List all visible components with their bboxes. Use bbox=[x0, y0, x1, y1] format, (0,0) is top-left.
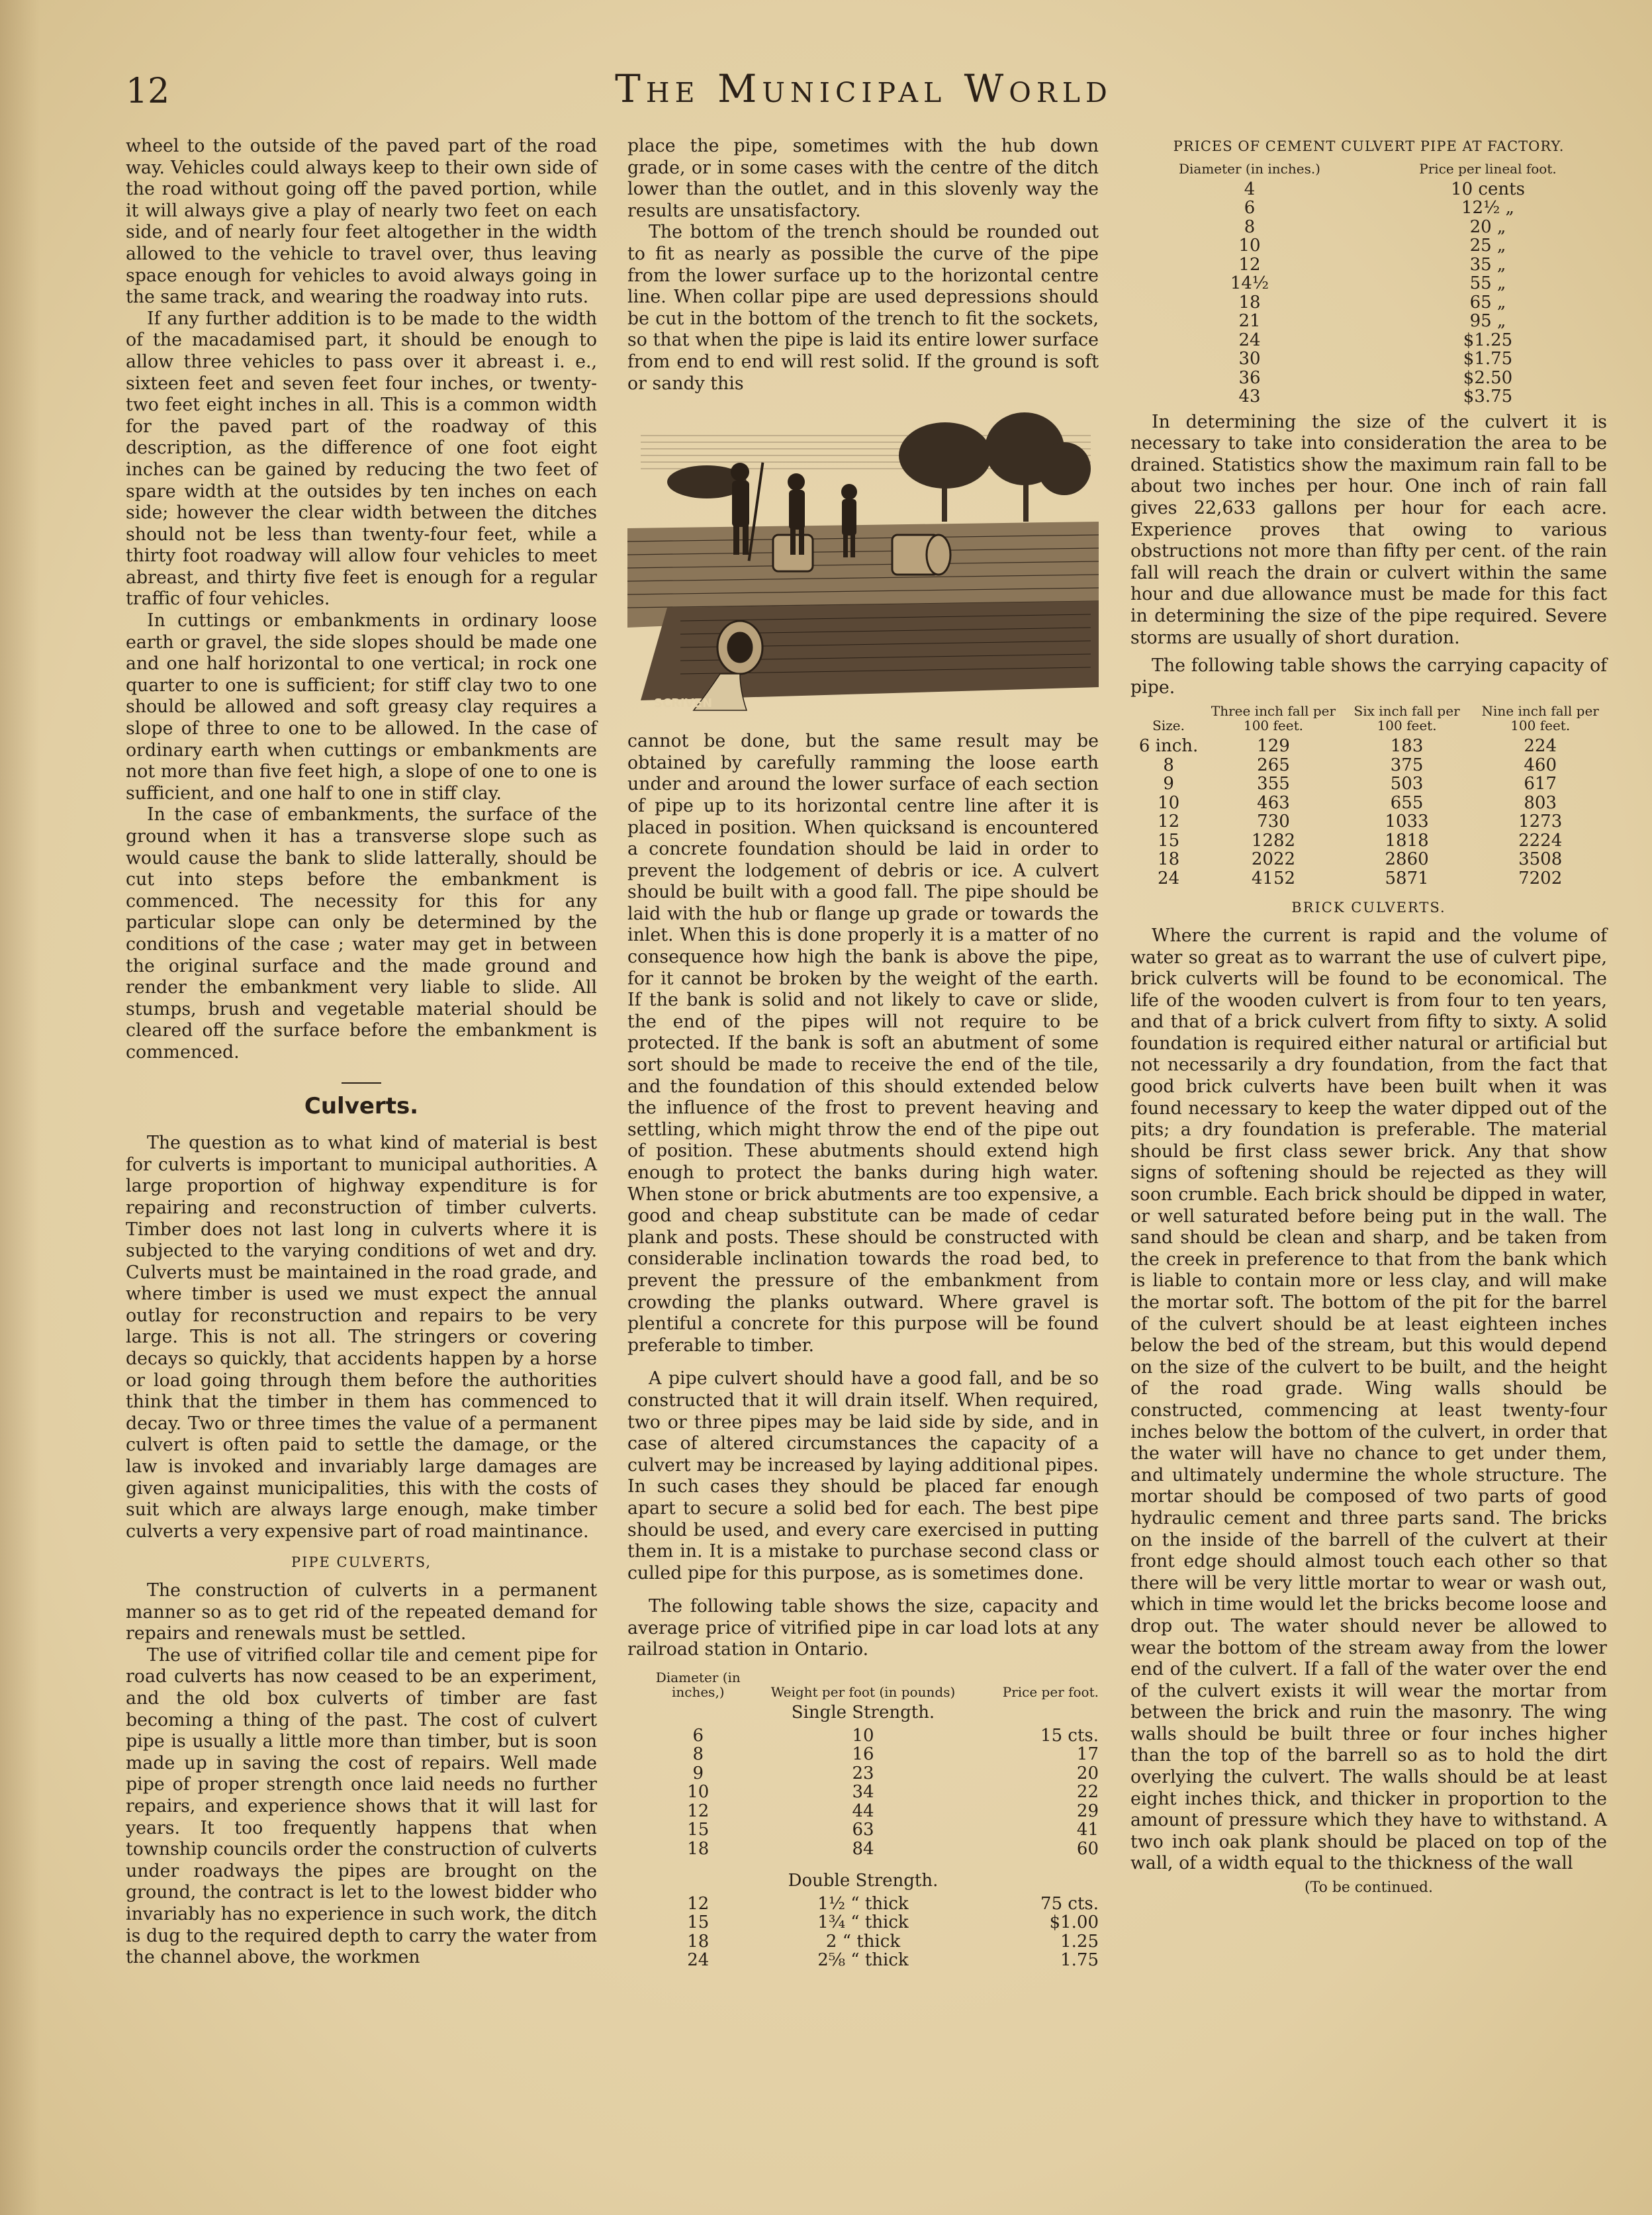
carrying-capacity-table bbox=[1130, 704, 1607, 888]
table-cell: 4 bbox=[1244, 179, 1256, 199]
table-cell: 35 „ bbox=[1469, 254, 1506, 275]
paragraph: The bottom of the trench should be rounded out to fit as nearly as possible the curve of the pipe from the lower surface up to the horizontal centre line. When collar pipe are used depressions should be cut in the bottom of the trench to fit the sockets, so that when the pipe is laid its entire lower surface from end to end will rest solid. If the ground is soft or sandy this bbox=[627, 222, 1099, 394]
table-header: Diameter (in inches.) bbox=[1178, 160, 1320, 177]
table-cell: 23 bbox=[852, 1763, 874, 1783]
table-cell: 25 „ bbox=[1469, 236, 1506, 256]
table-row bbox=[1130, 180, 1607, 199]
subheading: BRICK CULVERTS. bbox=[1291, 900, 1446, 916]
table-cell: 10 bbox=[1238, 236, 1261, 256]
table-row bbox=[1130, 369, 1607, 388]
continued-note: (To be continued. bbox=[1305, 1879, 1433, 1897]
paragraph: wheel to the outside of the paved part of the road way. Vehicles could always keep to their own side of the road without going off the paved portion, while it will always give a play of nearly two feet on each side, and of nearly four feet altogether in the width allowed to the vehicle to travel over, thus leaving space enough for vehicles to avoid always going in the same track, and wearing the roadway into ruts. bbox=[126, 136, 597, 308]
section-rule bbox=[342, 1082, 381, 1084]
table-cell: 8 bbox=[1163, 755, 1174, 775]
table-cell: 1033 bbox=[1385, 812, 1429, 832]
table-cell: 3508 bbox=[1518, 849, 1563, 870]
table-row bbox=[1130, 350, 1607, 369]
table-cell: 6 bbox=[692, 1725, 704, 1746]
table-row bbox=[1130, 737, 1607, 756]
binding-shadow bbox=[0, 0, 40, 2215]
table-cell: 18 bbox=[1238, 292, 1261, 312]
subheading: PIPE CULVERTS, bbox=[291, 1554, 432, 1571]
table-cell: 1273 bbox=[1518, 812, 1563, 832]
table-cell: 24 bbox=[1238, 330, 1261, 350]
table-cell: 129 bbox=[1257, 736, 1290, 757]
table-row bbox=[1130, 256, 1607, 275]
table-header: Six inch fall per 100 feet. bbox=[1354, 703, 1460, 734]
engraver-signature: SCRIVEN bbox=[654, 696, 713, 711]
table-cell: 36 bbox=[1238, 367, 1261, 388]
table-row bbox=[1130, 756, 1607, 775]
single-strength-rows bbox=[627, 1726, 1099, 1859]
table-cell: 503 bbox=[1390, 774, 1424, 794]
table-cell: 15 bbox=[687, 1912, 710, 1933]
table-cell: 375 bbox=[1390, 755, 1424, 775]
table-subheading: Double Strength. bbox=[788, 1871, 939, 1891]
table-cell: 12 bbox=[1158, 812, 1180, 832]
table-header: Size. bbox=[1152, 718, 1185, 734]
table-cell: 21 bbox=[1238, 311, 1261, 332]
table-cell: 16 bbox=[852, 1744, 874, 1765]
table-cell: 63 bbox=[852, 1820, 874, 1840]
table-row bbox=[627, 1895, 1099, 1914]
table-row bbox=[1130, 274, 1607, 293]
cement-price-rows bbox=[1130, 180, 1607, 406]
section-heading: Culverts. bbox=[304, 1092, 419, 1119]
paragraph: place the pipe, sometimes with the hub down grade, or in some cases with the centre of the ditch lower than the outlet, and in this slovenly way the results are unsatisfactory. bbox=[627, 136, 1099, 221]
table-row bbox=[1130, 218, 1607, 237]
cement-pipe-price-table bbox=[1130, 162, 1607, 406]
table-cell: 65 „ bbox=[1469, 292, 1506, 312]
table-header: Price per foot. bbox=[1002, 1684, 1099, 1701]
table-row bbox=[627, 1726, 1099, 1746]
capacity-rows bbox=[1130, 737, 1607, 888]
paragraph: If any further addition is to be made to the width of the macadamised part, it should be enough to allow three vehicles to pass over it abreast i. e., sixteen feet and seven feet four inches, or twenty-two feet eight inches in all. This is a common width for the paved part of the roadway of this description, as the difference of one foot eight inches can be gained by reducing the two feet of spare width at the outsides by ten inches on each side; however the clear width between the ditches should not be less than twenty-four feet, while a thirty foot roadway will allow four vehicles to meet abreast, and thirty five feet is enough for a regular traffic of four vehicles. bbox=[126, 308, 597, 610]
table-cell: 1¾ “ thick bbox=[817, 1912, 909, 1933]
table-cell: 5871 bbox=[1385, 868, 1429, 888]
table-cell: 34 bbox=[852, 1782, 874, 1803]
table-cell: $1.00 bbox=[1049, 1912, 1099, 1933]
table-row bbox=[627, 1745, 1099, 1764]
table-cell: 265 bbox=[1257, 755, 1290, 775]
paragraph: The following table shows the size, capacity and average price of vitrified pipe in car load lots at any railroad station in Ontario. bbox=[627, 1596, 1099, 1660]
table-row bbox=[1130, 387, 1607, 406]
vitrified-pipe-table bbox=[627, 1670, 1099, 1970]
table-cell: 463 bbox=[1257, 792, 1290, 813]
table-cell: 18 bbox=[1158, 849, 1180, 870]
paragraph: Where the current is rapid and the volume of water so great as to warrant the use of culvert pipe, brick culverts will be found to be economical. The life of the wooden culvert is from four to ten years, and that of a brick culvert from fifty to sixty. A solid foundation is required either natural or artificial but not necessarily a dry foundation, from the fact that good brick culverts have been built when it was found necessary to keep the water dipped out of the pits; a dry foundation is preferable. The material should be first class sewer brick. Any that show signs of softening should be rejected as they will soon crumble. Each brick should be dipped in water, or well saturated before being put in the wall. The sand should be clean and sharp, and be taken from the creek in preference to that from the bank which is liable to contain more or less clay, and will make the mortar soft. The bottom of the pit for the barrel of the culvert should be at least eighteen inches below the bed of the stream, but this would depend on the size of the culvert to be built, and the height of the road grade. Wing walls should be constructed, commencing at least twenty-four inches below the bottom of the culvert, in order that the water will have no chance to get under them, and ultimately undermine the whole structure. The mortar should be composed of two parts of good hydraulic cement and three parts sand. The bricks on the inside of the barrell of the culvert at their front edge should almost touch each other so that there will be very little mortar to wear or wash out, which in time would let the bricks become loose and drop out. The water should never be allowed to wear the bottom of the stream away from the lower end of the culvert. If a fall of the water over the end of the culvert exists it will wear the mortar from between the brick and ruin the masonry. The wing walls should be built three or four inches higher than the top of the barrell so as to hold the dirt overlying the culvert. The walls should be at least eight inches thick, and thicker in proportion to the amount of pressure which they have to withstand. A two inch oak plank should be placed on top of the wall, of a width equal to the thickness of the wall bbox=[1130, 925, 1607, 1874]
table-row bbox=[1130, 794, 1607, 813]
table-row bbox=[1130, 869, 1607, 888]
table-cell: 15 cts. bbox=[1040, 1725, 1099, 1746]
table-row bbox=[627, 1951, 1099, 1970]
table-row bbox=[627, 1820, 1099, 1840]
paragraph: cannot be done, but the same result may be obtained by carefully ramming the loose earth under and around the lower surface of each section of pipe up to its horizontal centre line after it is placed in position. When quicksand is encountered a concrete foundation should be laid in order to prevent the lodgement of debris or ice. A culvert should be built with a good fall. The pipe should be laid with the hub or flange up grade or towards the inlet. When this is done properly it is a matter of no consequence how high the bank is above the pipe, for it cannot be broken by the weight of the earth. If the bank is solid and not likely to cave or slide, the end of the pipes will not require to be protected. If the bank is soft an abutment of some sort should be made to receive the end of the tile, and the foundation of this should extended below the influence of the frost to prevent heaving and settling, which might throw the end of the pipe out of position. These abutments should extend high enough to protect the banks during high water. When stone or brick abutments are too expensive, a good and cheap substitute can be made of cedar plank and posts. These should be constructed with considerable inclination towards the road bed, to prevent the pressure of the embankment from crowding the planks outward. Where gravel is plentiful a concrete for this purpose will be found preferable to timber. bbox=[627, 731, 1099, 1356]
table-cell: $1.75 bbox=[1463, 349, 1513, 369]
table-subheading: Single Strength. bbox=[791, 1703, 935, 1723]
paragraph: A pipe culvert should have a good fall, and be so constructed that it will drain itself. When required, two or three pipes may be laid side by side, and in case of altered circumstances the capacity of a culvert may be increased by laying additional pipes. In such cases they should be placed far enough apart to secure a solid bed for each. The best pipe should be used, and every care exercised in putting them in. It is a mistake to purchase second class or culled pipe for this purpose, as is sometimes done. bbox=[627, 1368, 1099, 1583]
table-cell: 24 bbox=[687, 1950, 710, 1971]
table-cell: 20 „ bbox=[1469, 216, 1506, 237]
table-row bbox=[627, 1783, 1099, 1802]
table-cell: 183 bbox=[1390, 736, 1424, 757]
table-cell: 8 bbox=[1244, 216, 1256, 237]
table-cell: 10 bbox=[687, 1782, 710, 1803]
table-cell: 6 bbox=[1244, 198, 1256, 218]
table-cell: 75 cts. bbox=[1040, 1893, 1099, 1914]
table-row bbox=[1130, 775, 1607, 794]
table-cell: 14½ bbox=[1230, 273, 1269, 294]
table-cell: 617 bbox=[1524, 774, 1557, 794]
table-cell: 15 bbox=[687, 1820, 710, 1840]
table-row bbox=[627, 1840, 1099, 1859]
table-cell: 60 bbox=[1076, 1838, 1099, 1859]
table-row bbox=[627, 1764, 1099, 1783]
table-cell: $2.50 bbox=[1463, 367, 1513, 388]
column-2 bbox=[627, 136, 1099, 1970]
paragraph: In the case of embankments, the surface of the ground when it has a transverse slope such as would cause the bank to slide latterally, should be cut into steps before the embankment is commenced. The necessity for this for any particular slope can only be determined by the conditions of the case ; water may get in between the original surface and the made ground and render the embankment very liable to slide. All stumps, brush and vegetable material should be cleared off the surface before the embankment is commenced. bbox=[126, 804, 597, 1062]
table-cell: 41 bbox=[1076, 1820, 1099, 1840]
table-row bbox=[1130, 199, 1607, 218]
table-cell: $3.75 bbox=[1463, 387, 1513, 407]
table-cell: 44 bbox=[852, 1801, 874, 1821]
table-cell: 10 bbox=[852, 1725, 874, 1746]
table-header: Price per lineal foot. bbox=[1419, 160, 1557, 177]
table-cell: 9 bbox=[1163, 774, 1174, 794]
table-cell: 22 bbox=[1076, 1782, 1099, 1803]
table-cell: 43 bbox=[1238, 387, 1261, 407]
paragraph: The question as to what kind of material is best for culverts is important to municipal authorities. A large proportion of highway expenditure is for repairing and reconstruction of timber culverts. Timber does not last long in culverts where it is subjected to the varying conditions of wet and dry. Culverts must be maintained in the road grade, and where timber is used we must expect the annual outlay for reconstruction and repairs to be very large. This is not all. The stringers or covering decays so quickly, that accidents happen by a horse or load going through them before the authorities think that the timber in them has commenced to decay. Two or three times the value of a permanent culvert is often paid to settle the damage, or the law is invoked and invariably large damages are given against municipalities, this with the costs of suit which are always large enough, make timber culverts a very expensive part of road maintinance. bbox=[126, 1133, 597, 1542]
table-row bbox=[1130, 812, 1607, 831]
page-number: 12 bbox=[126, 71, 170, 111]
table-cell: 655 bbox=[1390, 792, 1424, 813]
table-cell: 2224 bbox=[1518, 830, 1563, 851]
table-row bbox=[1130, 850, 1607, 869]
paragraph: The following table shows the carrying capacity of pipe. bbox=[1130, 655, 1607, 698]
table-cell: 803 bbox=[1524, 792, 1557, 813]
table-row bbox=[1130, 331, 1607, 350]
table-cell: 1½ “ thick bbox=[817, 1893, 909, 1914]
paragraph: The construction of culverts in a permanent manner so as to get rid of the repeated demand for repairs and renewals must be settled. bbox=[126, 1580, 597, 1644]
table-cell: 2 “ thick bbox=[825, 1931, 901, 1952]
paragraph: In determining the size of the culvert it is necessary to take into consideration the area to be drained. Statistics show the maximum rain fall to be about two inches per hour. One inch of rain fall gives 22,633 gallons per hour for each acre. Experience proves that owing to various obstructions not more than fifty per cent. of the rain fall will reach the drain or culvert within the same hour and due allowance must be made for this fact in determining the size of the pipe required. Severe storms are usually of short duration. bbox=[1130, 411, 1607, 648]
table-cell: 95 „ bbox=[1469, 311, 1506, 332]
table-cell: 355 bbox=[1257, 774, 1290, 794]
table-cell: 1818 bbox=[1385, 830, 1429, 851]
table-header: Weight per foot (in pounds) bbox=[770, 1684, 956, 1701]
table-cell: 12 bbox=[1238, 254, 1261, 275]
table-row bbox=[1130, 831, 1607, 851]
table-row bbox=[627, 1932, 1099, 1952]
table-cell: 29 bbox=[1076, 1801, 1099, 1821]
table-cell: 10 cents bbox=[1451, 179, 1525, 199]
table-cell: 30 bbox=[1238, 349, 1261, 369]
table-cell: 12 bbox=[687, 1801, 710, 1821]
table-row bbox=[1130, 236, 1607, 256]
table-cell: 2022 bbox=[1251, 849, 1296, 870]
table-cell: 15 bbox=[1158, 830, 1180, 851]
double-strength-rows bbox=[627, 1895, 1099, 1970]
table-header: Three inch fall per 100 feet. bbox=[1211, 703, 1336, 734]
table-cell: 9 bbox=[692, 1763, 704, 1783]
paragraph: The use of vitrified collar tile and cement pipe for road culverts has now ceased to be an experiment, and the old box culverts of timber are fast becoming a thing of the past. The cost of culvert pipe is usually a little more than timber, but is soon made up in saving the cost of repairs. Well made pipe of proper strength once laid needs no further repairs, and experience shows that it will last for years. It too frequently happens that when township councils order the construction of culverts under roadways the pipes are brought on the ground, the contract is let to the lowest bidder who invariably has no experience in such work, the ditch is dug to the required depth to carry the water from the channel above, the workmen bbox=[126, 1644, 597, 1968]
table-cell: 17 bbox=[1076, 1744, 1099, 1765]
table-cell: 55 „ bbox=[1469, 273, 1506, 294]
table-cell: 1282 bbox=[1251, 830, 1296, 851]
table-row bbox=[1130, 312, 1607, 331]
table-cell: 18 bbox=[687, 1931, 710, 1952]
column-3 bbox=[1130, 136, 1607, 1899]
table-cell: 10 bbox=[1158, 792, 1180, 813]
table-cell: 84 bbox=[852, 1838, 874, 1859]
page-header bbox=[126, 66, 1602, 119]
paragraph: In cuttings or embankments in ordinary loose earth or gravel, the side slopes should be made one and one half horizontal to one vertical; in rock one quarter to one is sufficient; for stiff clay two to one should be allowed and soft greasy clay requires a slope of three to one to be allowed. In the case of ordinary earth when cuttings or embankments are not more than five feet high, a slope of one to one is sufficient, and one half to one in stiff clay. bbox=[126, 610, 597, 804]
table-cell: 4152 bbox=[1251, 868, 1296, 888]
table-row bbox=[627, 1802, 1099, 1821]
table-row bbox=[627, 1913, 1099, 1932]
table-cell: 224 bbox=[1524, 736, 1557, 757]
table-cell: 1.75 bbox=[1060, 1950, 1099, 1971]
table-cell: 8 bbox=[692, 1744, 704, 1765]
table-cell: 20 bbox=[1076, 1763, 1099, 1783]
table-header: Nine inch fall per 100 feet. bbox=[1481, 703, 1599, 734]
table-cell: 6 inch. bbox=[1138, 736, 1199, 757]
table-cell: 7202 bbox=[1518, 868, 1563, 888]
table-header: Diameter (in inches,) bbox=[655, 1670, 741, 1701]
table-cell: 18 bbox=[687, 1838, 710, 1859]
table-cell: 2⅝ “ thick bbox=[817, 1950, 909, 1971]
masthead-title: The Municipal World bbox=[615, 66, 1113, 111]
table-row bbox=[1130, 293, 1607, 312]
table-cell: 12 bbox=[687, 1893, 710, 1914]
column-1 bbox=[126, 136, 597, 1969]
table-cell: 1.25 bbox=[1060, 1931, 1099, 1952]
culvert-illustration bbox=[627, 409, 1099, 714]
table-title: PRICES OF CEMENT CULVERT PIPE AT FACTORY. bbox=[1173, 138, 1565, 154]
table-cell: 460 bbox=[1524, 755, 1557, 775]
table-cell: 730 bbox=[1257, 812, 1290, 832]
table-cell: 2860 bbox=[1385, 849, 1429, 870]
table-cell: 24 bbox=[1158, 868, 1180, 888]
table-cell: 12½ „ bbox=[1461, 198, 1515, 218]
table-cell: $1.25 bbox=[1463, 330, 1513, 350]
